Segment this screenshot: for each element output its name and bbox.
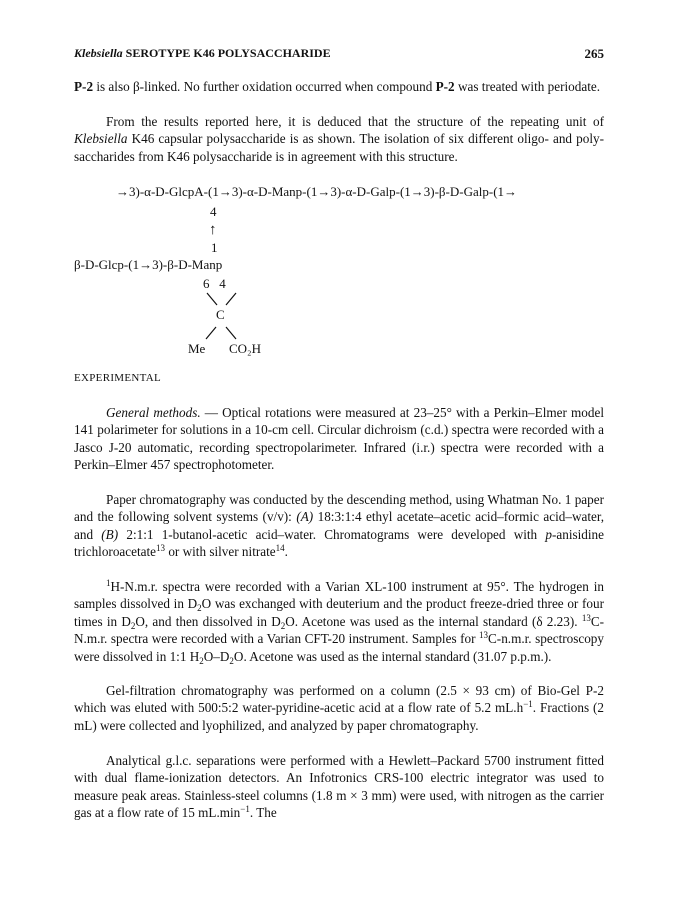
inline-sub: 2: [130, 620, 136, 631]
inline-sup: 14: [275, 543, 285, 554]
branch-position-1: 1: [211, 240, 218, 255]
inline-i: (A): [296, 509, 314, 525]
inline-b: P-2: [74, 79, 94, 94]
side-chain-formula: β-D-Glcp-(1→3)-β-D-Manp: [74, 257, 223, 272]
inline-b: P-2: [435, 79, 455, 94]
inline-sub: 2: [197, 603, 202, 614]
inline-sup: −1: [240, 804, 250, 815]
inline-sub: 2: [229, 655, 234, 666]
inline-i: (B): [101, 526, 119, 542]
intro-paragraph-2: From the results reported here, it is deduced that the structure of the repeating unit of Klebsiella K46 capsular polysaccharide is as shown. The isolation of six different oligo- and poly-saccharides from K46 polysaccharide is in agreement with this structure.: [74, 114, 604, 164]
experimental-paper-chromatography: Paper chromatography was conducted by the descending method, using Whatman No. 1 paper and the following solvent systems (v/v): (A) 18:3:1:4 ethyl acetate–acetic acid–formic acid–water, and (B) 2:1:1 1-butanol-acetic acid–water. Chromatograms were developed with p-anisidine trichloroacetate$^{13}$ or with silver nitrate$^{14}$.: [74, 492, 604, 560]
inline-sup: 13: [156, 543, 166, 554]
inline-sub: 2: [280, 620, 286, 631]
page-number: 265: [584, 46, 604, 61]
bond-c-to-me: [206, 327, 216, 339]
inline-sup: −1: [523, 699, 533, 710]
experimental-glc: Analytical g.l.c. separations were performed with a Hewlett–Packard 5700 instrument fitted with dual flame-ionization detectors. An Infotronics CRS-100 electric integrator was used to measure peak areas. Stainless-steel columns (1.8 m × 3 mm) were used, with nitrogen as the carrier gas at a flow rate of 15 $mL.\min^{-1}$. The: [74, 753, 604, 821]
bond-6-to-c: [207, 293, 217, 305]
bond-4-to-c: [226, 293, 236, 305]
experimental-nmr: $^1$H-N.m.r. spectra were recorded with a Varian XL-100 instrument at 95°. The hydrogen in samples dissolved in $D_2O$ was exchanged with deuterium and the product freeze-dried three or four times in $D_2O$, and then dissolved in $D_2O$. Acetone was used as the internal standard (δ 2.23). $^{13}$C-N.m.r. spectra were recorded with a Varian CFT-20 instrument. Samples for $^{13}$C-n.m.r. spectroscopy were dissolved in 1:1 $H_2O-D_2O$. Acetone was used as the internal standard (31.07 p.p.m.).: [74, 578, 604, 666]
carboxyl-substituent: CO₂H: [229, 341, 261, 356]
main-chain-formula: →3)-α-D-GlcpA-(1→3)-α-D-Manp-(1→3)-α-D-Galp-(1→3)-β-D-Galp-(1→: [116, 184, 518, 199]
inline-sub: 2: [199, 655, 204, 666]
experimental-general-methods: General methods. — Optical rotations were measured at 23–25° with a Perkin–Elmer model 141 polarimeter for solutions in a 10-cm cell. Circular dichroism (c.d.) spectra were recorded with a Jasco J-20 automatic, recording spectropolarimeter. Infrared (i.r.) spectra were recorded with a Perkin–Elmer 457 spectrophotometer.: [74, 405, 605, 473]
acetal-positions: 6 4: [203, 276, 226, 291]
running-head-genus: Klebsiella: [74, 46, 123, 60]
bond-c-to-co2h: [226, 327, 236, 339]
inline-sup: 13: [479, 630, 489, 641]
running-head-title: SEROTYPE K46 POLYSACCHARIDE: [125, 46, 331, 60]
intro-paragraph-1: P-2 is also β-linked. No further oxidation occurred when compound P-2 was treated with periodate.: [74, 79, 601, 94]
inline-i: p: [545, 526, 552, 542]
inline-sup: 13: [581, 612, 591, 623]
inline-i: Klebsiella: [74, 131, 128, 147]
experimental-gel-filtration: Gel-filtration chromatography was performed on a column (2.5 × 93 cm) of Bio-Gel P-2 which was eluted with 500:5:2 water-pyridine-acetic acid at a flow rate of 5.2 $mL.h^{-1}$. Fractions (2 mL) were collected and lyophilized, and analyzed by paper chromatography.: [74, 683, 604, 733]
section-heading-experimental: EXPERIMENTAL: [74, 372, 162, 384]
inline-i: General methods.: [106, 405, 201, 420]
methyl-substituent: Me: [188, 341, 206, 356]
branch-position-4: 4: [210, 204, 217, 219]
inline-sup: 1: [106, 578, 111, 588]
acetal-carbon: C: [216, 307, 225, 322]
branch-arrow: ↑: [209, 222, 217, 238]
